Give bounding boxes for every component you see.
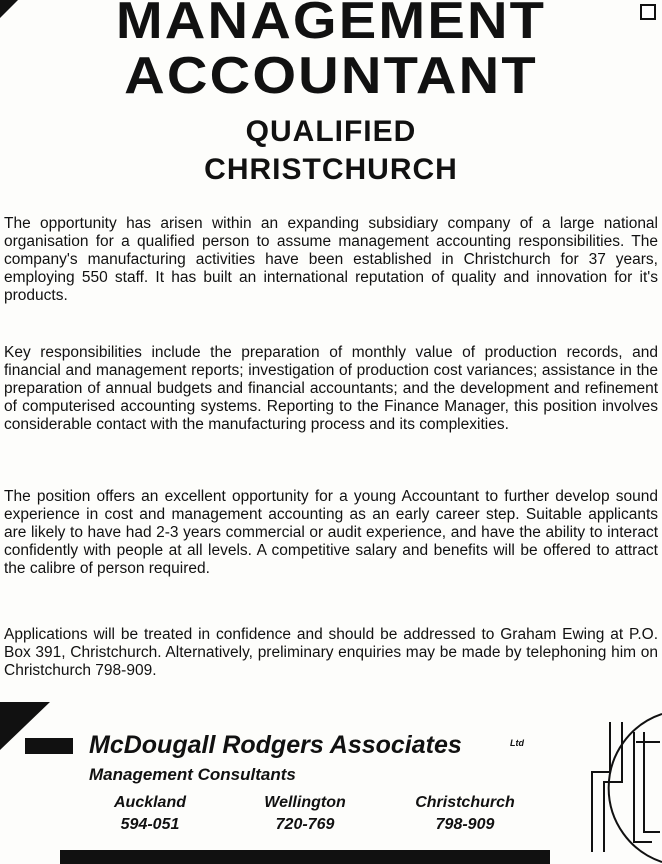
- office-phone: 798-909: [435, 816, 495, 833]
- firm-monogram-logo-icon: [548, 712, 662, 864]
- firm-name: McDougall Rodgers Associates: [89, 731, 462, 759]
- bottom-rule: [60, 850, 550, 864]
- firm-tagline: Management Consultants: [89, 765, 296, 784]
- paragraph-company-intro: The opportunity has arisen within an expanding subsidiary company of a large national organisation for a qualified person to assume management accounting responsibilities. The company's manufacturing activities have been established in Christchurch for 37 years, employing 550 staff. It has built an international reputation of quality and innovation for it's products.: [4, 215, 658, 304]
- office-city: Christchurch: [415, 794, 515, 811]
- office-wellington: [245, 792, 365, 836]
- firm-suffix: Ltd: [510, 738, 524, 748]
- office-phone: 720-769: [275, 816, 335, 833]
- subheading-qualification: QUALIFIED: [245, 115, 417, 148]
- decorative-block-icon: [25, 738, 73, 754]
- office-auckland: [95, 792, 205, 836]
- paragraph-opportunity: The position offers an excellent opportunity for a young Accountant to further develop sound experience in cost and management accounting as an early career step. Suitable applicants are likely to have had 2-3 years commercial or audit experience, and have the ability to interact confidently with people at all levels. A competitive salary and benefits will be offered to attract the calibre of person required.: [4, 488, 658, 577]
- paragraph-responsibilities: Key responsibilities include the preparation of monthly value of production records, and financial and management reports; investigation of production cost variances; assistance in the preparation of annual budgets and financial accountants; and the development and refinement of computerised accounting systems. Reporting to the Finance Manager, this position involves considerable contact with the manufacturing process and its complexities.: [4, 344, 658, 433]
- headline-line-1: MANAGEMENT: [115, 0, 547, 50]
- office-christchurch: [405, 792, 525, 836]
- headline-line-2: ACCOUNTANT: [124, 47, 538, 105]
- office-city: Wellington: [264, 794, 346, 811]
- subheading-location: CHRISTCHURCH: [204, 153, 458, 186]
- office-city: Auckland: [113, 794, 186, 811]
- paragraph-applications: Applications will be treated in confidence and should be addressed to Graham Ewing at P.O. Box 391, Christchurch. Alternatively, preliminary enquiries may be made by telephoning him on Christchurch 798-909.: [4, 626, 658, 679]
- office-phone: 594-051: [120, 816, 180, 833]
